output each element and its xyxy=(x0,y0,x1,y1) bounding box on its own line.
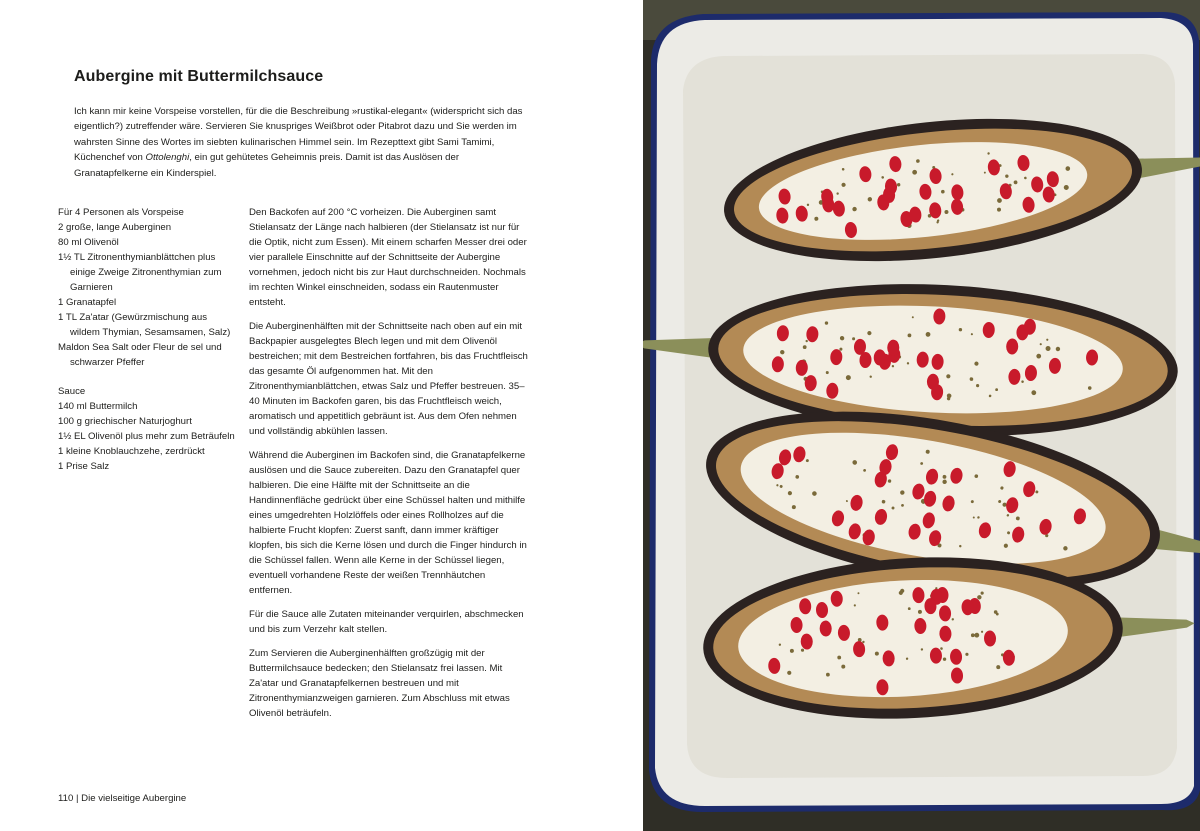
ingredient-line: 1 Prise Salz xyxy=(58,461,110,472)
method-paragraph: Den Backofen auf 200 °C vorheizen. Die Auberginen samt Stielansatz der Länge nach halbieren (der Stielansatz ist nur für die Optik, nicht zum Essen). Mit einem scharfen Messer drei oder vier parallele Einschnitte auf der Schnittseite der Aubergine vornehmen, jedoch nicht bis zur Haut durchschneiden. Nochmals im rechten Winkel einschneiden, sodass ein Rautenmuster entsteht. xyxy=(249,207,527,308)
ingredient-line: 140 ml Buttermilch xyxy=(58,401,138,412)
intro-text-end: , ein gut gehütetes Geheimnis preis. Damit ist das Auslösen der Granatapfelkerne ein Kinderspiel. xyxy=(74,152,460,179)
food-photo xyxy=(643,0,1200,831)
ingredient-line: 1 kleine Knoblauchzehe, zerdrückt xyxy=(58,446,205,457)
ingredient-line: Für 4 Personen als Vorspeise xyxy=(58,207,184,218)
ingredients-list xyxy=(58,205,238,474)
ingredient-line: 1½ EL Olivenöl plus mehr zum Beträufeln xyxy=(58,431,235,442)
ingredient-line: 100 g griechischer Naturjoghurt xyxy=(58,416,192,427)
method-paragraph: Für die Sauce alle Zutaten miteinander verquirlen, abschmecken und bis zum Verzehr kalt stellen. xyxy=(249,609,524,635)
ingredient-line: Maldon Sea Salt oder Fleur de sel und xyxy=(58,342,222,353)
method-paragraph: Zum Servieren die Auberginenhälften großzügig mit der Buttermilchsauce bedecken; den Stielansatz frei lassen. Mit Za'atar und Granatapfelkernen bestreuen und mit Zitronenthymianzweigen garnieren. Zum Abschluss mit etwas Olivenöl beträufeln. xyxy=(249,648,510,719)
ingredient-line: Garnieren xyxy=(70,282,113,293)
ingredient-line: 2 große, lange Auberginen xyxy=(58,222,172,233)
method-paragraph: Während die Auberginen im Backofen sind, die Granatapfelkerne auslösen und die Sauce zubereiten. Dazu den Granatapfel quer halbieren. Die eine Hälfte mit der Schnittseite an die Handinnenfläche gedrückt über eine Schüssel halten und mithilfe eines umgedrehten Holzlöffels oder eines Rollholzes auf die halbierte Frucht klopfen: Zuerst sanft, dann immer kräftiger klopfen, bis sich die Kerne lösen und durch die Finger hindurch in die Schüssel fallen. Wenn alle Kerne in der Schüssel liegen, eventuell vorhandene Reste der weißen Trennhäutchen entfernen. xyxy=(249,450,527,596)
section-name: Die vielseitige Aubergine xyxy=(81,793,187,804)
ingredient-spacer xyxy=(58,370,238,384)
eggplant-dish-photo xyxy=(643,0,1200,831)
footer-separator: | xyxy=(75,793,79,804)
ingredient-line: wildem Thymian, Sesamsamen, Salz) xyxy=(70,327,231,338)
method-steps xyxy=(249,205,529,730)
recipe-title: Aubergine mit Buttermilchsauce xyxy=(74,68,324,85)
page-number: 110 xyxy=(58,793,74,804)
ingredient-line: 80 ml Olivenöl xyxy=(58,237,119,248)
ingredient-line: schwarzer Pfeffer xyxy=(70,357,145,368)
ingredient-line: 1½ TL Zitronenthymianblättchen plus xyxy=(58,252,216,263)
method-paragraph: Die Auberginenhälften mit der Schnittseite nach oben auf ein mit Backpapier ausgelegtes Blech legen und mit dem Olivenöl bestreichen; mit dem Bestreichen fortfahren, bis das Fruchtfleisch das gesamte Öl aufgenommen hat. Mit den Zitronenthymianblättchen, etwas Salz und Pfeffer bestreuen. 35–40 Minuten im Backofen garen, bis das Fruchtfleisch weich, aromatisch und appetitlich gebräunt ist. Aus dem Ofen nehmen und vollständig abkühlen lassen. xyxy=(249,321,528,437)
ingredient-line: 1 Granatapfel xyxy=(58,297,117,308)
intro-italic: Ottolenghi xyxy=(145,152,190,164)
page-footer xyxy=(58,793,186,804)
sauce-heading: Sauce xyxy=(58,386,86,397)
ingredient-line: einige Zweige Zitronenthymian zum xyxy=(70,267,222,278)
ingredient-line: 1 TL Za'atar (Gewürzmischung aus xyxy=(58,312,207,323)
recipe-intro xyxy=(74,104,532,181)
intro-text-start: Ich kann mir keine Vorspeise vorstellen, für die die Beschreibung »rustikal-elegant« (widerspricht sich das eigentlich?) zutreffender wäre. Servieren Sie knuspriges Weißbrot oder Pitabrot dazu und Sie werden im wahrsten Sinne des Wortes im siebten kulinarischen Himmel sein. Im Rezepttext gibt Sami Tamimi, Küchenchef von xyxy=(74,106,523,164)
